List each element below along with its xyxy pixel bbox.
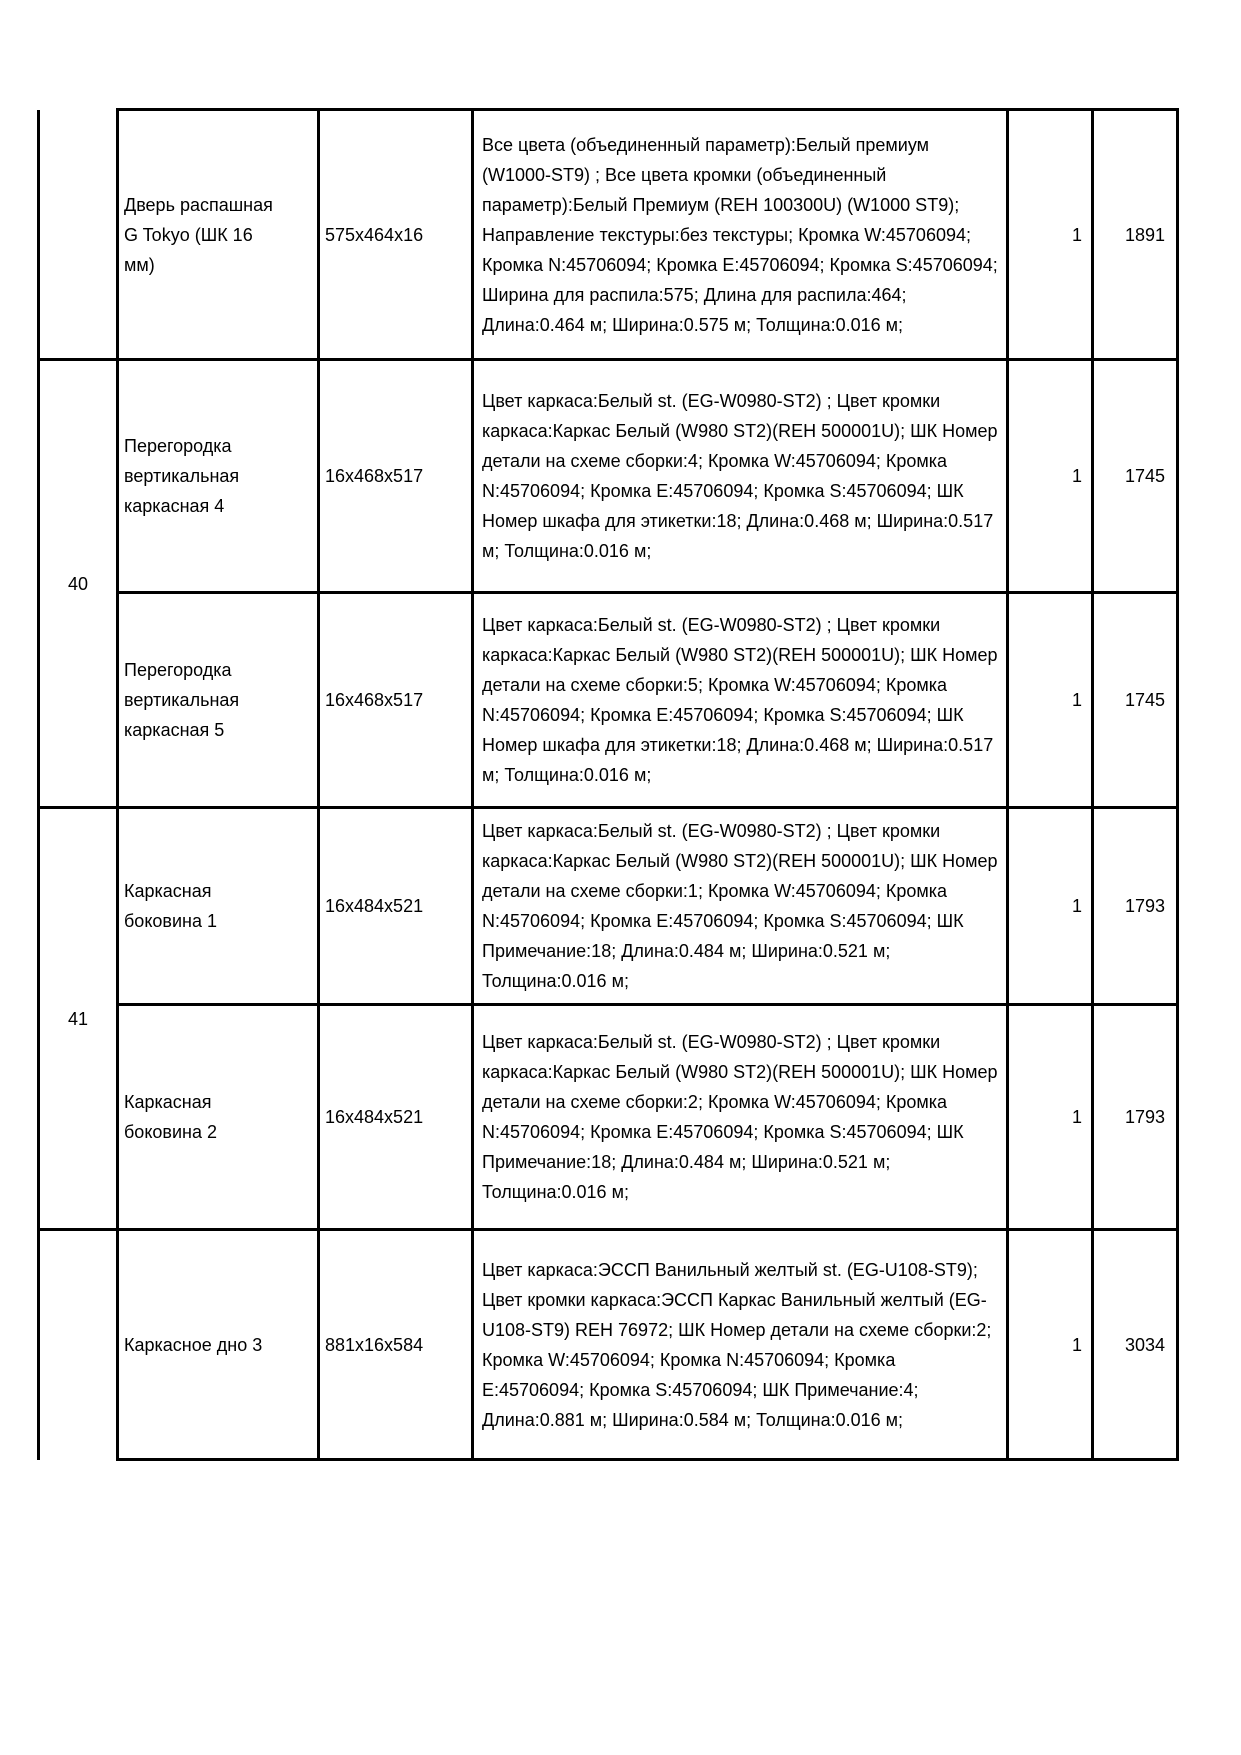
- group-cell: [39, 110, 118, 360]
- part-name-cell: Каркасное дно 3: [118, 1230, 319, 1460]
- dimensions-cell: 575x464x16: [319, 110, 473, 360]
- price-cell: 1745: [1093, 360, 1178, 593]
- price-cell: 1745: [1093, 593, 1178, 808]
- table-row: [39, 110, 1178, 360]
- description-cell: Цвет каркаса:Белый st. (EG-W0980-ST2) ; Цвет кромки каркаса:Каркас Белый (W980 ST2)(REH 500001U); ШК Номер детали на схеме сборки:5; Кромка W:45706094; Кромка N:45706094; Кромка E:45706094; Кромка S:45706094; ШК Номер шкафа для этикетки:18; Длина:0.468 м; Ширина:0.517 м; Толщина:0.016 м;: [473, 593, 1008, 808]
- price-cell: 1793: [1093, 1005, 1178, 1230]
- part-name-cell: Перегородка вертикальная каркасная 4: [118, 360, 319, 593]
- part-name-cell: Каркасная боковина 2: [118, 1005, 319, 1230]
- dimensions-cell: 16x484x521: [319, 808, 473, 1005]
- parts-table: [37, 108, 1179, 1461]
- dimensions-cell: 881x16x584: [319, 1230, 473, 1460]
- description-cell: Цвет каркаса:ЭССП Ванильный желтый st. (EG-U108-ST9); Цвет кромки каркаса:ЭССП Каркас Ванильный желтый (EG-U108-ST9) REH 76972; ШК Номер детали на схеме сборки:2; Кромка W:45706094; Кромка N:45706094; Кромка E:45706094; Кромка S:45706094; ШК Примечание:4; Длина:0.881 м; Ширина:0.584 м; Толщина:0.016 м;: [473, 1230, 1008, 1460]
- quantity-cell: 1: [1008, 1005, 1093, 1230]
- group-cell: 40: [39, 360, 118, 808]
- table-row: [39, 808, 1178, 1005]
- dimensions-cell: 16x468x517: [319, 360, 473, 593]
- description-cell: Все цвета (объединенный параметр):Белый премиум (W1000-ST9) ; Все цвета кромки (объединенный параметр):Белый Премиум (REH 100300U) (W1000 ST9); Направление текстуры:без текстуры; Кромка W:45706094; Кромка N:45706094; Кромка E:45706094; Кромка S:45706094; Ширина для распила:575; Длина для распила:464; Длина:0.464 м; Ширина:0.575 м; Толщина:0.016 м;: [473, 110, 1008, 360]
- dimensions-cell: 16x468x517: [319, 593, 473, 808]
- price-cell: 3034: [1093, 1230, 1178, 1460]
- table-row: [39, 1005, 1178, 1230]
- description-cell: Цвет каркаса:Белый st. (EG-W0980-ST2) ; Цвет кромки каркаса:Каркас Белый (W980 ST2)(REH 500001U); ШК Номер детали на схеме сборки:2; Кромка W:45706094; Кромка N:45706094; Кромка E:45706094; Кромка S:45706094; ШК Примечание:18; Длина:0.484 м; Ширина:0.521 м; Толщина:0.016 м;: [473, 1005, 1008, 1230]
- table-row: [39, 360, 1178, 593]
- part-name-cell: Каркасная боковина 1: [118, 808, 319, 1005]
- price-cell: 1891: [1093, 110, 1178, 360]
- part-name-cell: Перегородка вертикальная каркасная 5: [118, 593, 319, 808]
- quantity-cell: 1: [1008, 593, 1093, 808]
- description-cell: Цвет каркаса:Белый st. (EG-W0980-ST2) ; Цвет кромки каркаса:Каркас Белый (W980 ST2)(REH 500001U); ШК Номер детали на схеме сборки:4; Кромка W:45706094; Кромка N:45706094; Кромка E:45706094; Кромка S:45706094; ШК Номер шкафа для этикетки:18; Длина:0.468 м; Ширина:0.517 м; Толщина:0.016 м;: [473, 360, 1008, 593]
- description-cell: Цвет каркаса:Белый st. (EG-W0980-ST2) ; Цвет кромки каркаса:Каркас Белый (W980 ST2)(REH 500001U); ШК Номер детали на схеме сборки:1; Кромка W:45706094; Кромка N:45706094; Кромка E:45706094; Кромка S:45706094; ШК Примечание:18; Длина:0.484 м; Ширина:0.521 м; Толщина:0.016 м;: [473, 808, 1008, 1005]
- table-row: [39, 593, 1178, 808]
- quantity-cell: 1: [1008, 360, 1093, 593]
- quantity-cell: 1: [1008, 110, 1093, 360]
- table-row: [39, 1230, 1178, 1460]
- quantity-cell: 1: [1008, 808, 1093, 1005]
- price-cell: 1793: [1093, 808, 1178, 1005]
- quantity-cell: 1: [1008, 1230, 1093, 1460]
- group-cell: 41: [39, 808, 118, 1230]
- part-name-cell: Дверь распашная G Tokyo (ШК 16 мм): [118, 110, 319, 360]
- dimensions-cell: 16x484x521: [319, 1005, 473, 1230]
- group-cell: [39, 1230, 118, 1460]
